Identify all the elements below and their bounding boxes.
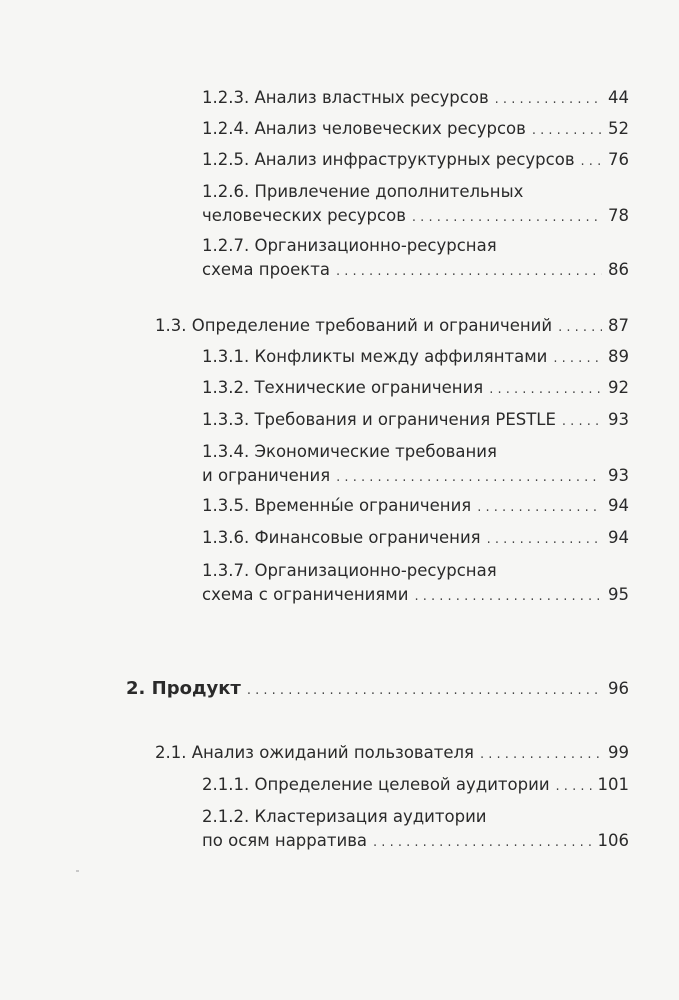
toc-entry-1-3 (155, 314, 629, 340)
toc-entry-page: 94 (608, 528, 629, 547)
toc-entry-title: 1.3.6. Финансовые ограничения (202, 528, 481, 547)
toc-entry-title-line2: схема проекта (202, 260, 330, 279)
toc-entry-1-3-3 (202, 408, 629, 434)
leader-dots (495, 88, 602, 112)
toc-entry-page: 78 (608, 206, 629, 225)
toc-entry-1-3-4 (202, 440, 629, 490)
toc-entry-page: 87 (608, 316, 629, 335)
leader-dots (558, 316, 602, 340)
leader-dots (480, 743, 602, 767)
toc-entry-title: 1.2.3. Анализ властных ресурсов (202, 88, 489, 107)
toc-entry-title-line1: 1.2.6. Привлечение дополнительных (202, 182, 524, 201)
toc-entry-title-line2: схема с ограничениями (202, 585, 409, 604)
leader-dots (336, 260, 602, 284)
toc-entry-page: 101 (597, 775, 629, 794)
toc-entry-2 (126, 677, 629, 703)
leader-dots (336, 466, 602, 490)
toc-entry-title: 1.3. Определение требований и ограничений (155, 316, 553, 335)
toc-entry-title: 1.3.2. Технические ограничения (202, 378, 484, 397)
toc-entry-title: 2.1.1. Определение целевой аудитории (202, 775, 550, 794)
toc-entry-title: 1.2.4. Анализ человеческих ресурсов (202, 119, 526, 138)
toc-entry-page: 86 (608, 260, 629, 279)
toc-entry-title-line1: 1.3.7. Организационно-ресурсная (202, 561, 497, 580)
toc-entry-1-3-7 (202, 559, 629, 609)
toc-entry-2-1-2 (202, 805, 629, 855)
leader-dots (581, 150, 602, 174)
leader-dots (373, 831, 591, 855)
toc-entry-1-2-7 (202, 234, 629, 284)
toc-entry-page: 106 (597, 831, 629, 850)
toc-entry-1-2-3 (202, 86, 629, 112)
toc-entry-1-2-6 (202, 180, 629, 230)
toc-entry-1-3-2 (202, 376, 629, 402)
leader-dots (414, 585, 602, 609)
toc-entry-title-line1: 1.2.7. Организационно-ресурсная (202, 236, 497, 255)
toc-entry-1-3-6 (202, 526, 629, 552)
toc-entry-title-line1: 2.1.2. Кластеризация аудитории (202, 807, 487, 826)
toc-entry-title: 1.3.5. Временны́е ограничения (202, 496, 472, 515)
toc-entry-1-3-5 (202, 494, 629, 520)
leader-dots (553, 347, 602, 371)
leader-dots (247, 679, 602, 703)
toc-entry-2-1-1 (202, 773, 629, 799)
toc-entry-page: 93 (608, 466, 629, 485)
leader-dots (532, 119, 602, 143)
toc-entry-title: 1.3.1. Конфликты между аффилянтами (202, 347, 548, 366)
toc-entry-title: 2.1. Анализ ожиданий пользователя (155, 743, 474, 762)
toc-entry-title: 1.3.3. Требования и ограничения PESTLE (202, 410, 556, 429)
toc-entry-title: 1.2.5. Анализ инфраструктурных ресурсов (202, 150, 575, 169)
toc-entry-title-line2: человеческих ресурсов (202, 206, 406, 225)
toc-entry-page: 76 (608, 150, 629, 169)
toc-entry-page: 92 (608, 378, 629, 397)
toc-entry-1-2-5 (202, 148, 629, 174)
toc-entry-page: 93 (608, 410, 629, 429)
leader-dots (487, 528, 602, 552)
leader-dots (556, 775, 592, 799)
print-speck (76, 870, 79, 872)
leader-dots (489, 378, 602, 402)
toc-entry-page: 52 (608, 119, 629, 138)
toc-entry-1-2-4 (202, 117, 629, 143)
toc-entry-page: 89 (608, 347, 629, 366)
toc-entry-page: 96 (608, 679, 629, 698)
toc-entry-1-3-1 (202, 345, 629, 371)
toc-entry-page: 99 (608, 743, 629, 762)
toc-entry-page: 94 (608, 496, 629, 515)
toc-entry-page: 95 (608, 585, 629, 604)
toc-entry-2-1 (155, 741, 629, 767)
leader-dots (412, 206, 602, 230)
toc-entry-title-line1: 1.3.4. Экономические требования (202, 442, 497, 461)
toc-entry-title-line2: и ограничения (202, 466, 331, 485)
toc-entry-title-line2: по осям нарратива (202, 831, 368, 850)
toc-entry-page: 44 (608, 88, 629, 107)
leader-dots (477, 496, 602, 520)
leader-dots (562, 410, 602, 434)
toc-entry-title: 2. Продукт (126, 678, 241, 699)
